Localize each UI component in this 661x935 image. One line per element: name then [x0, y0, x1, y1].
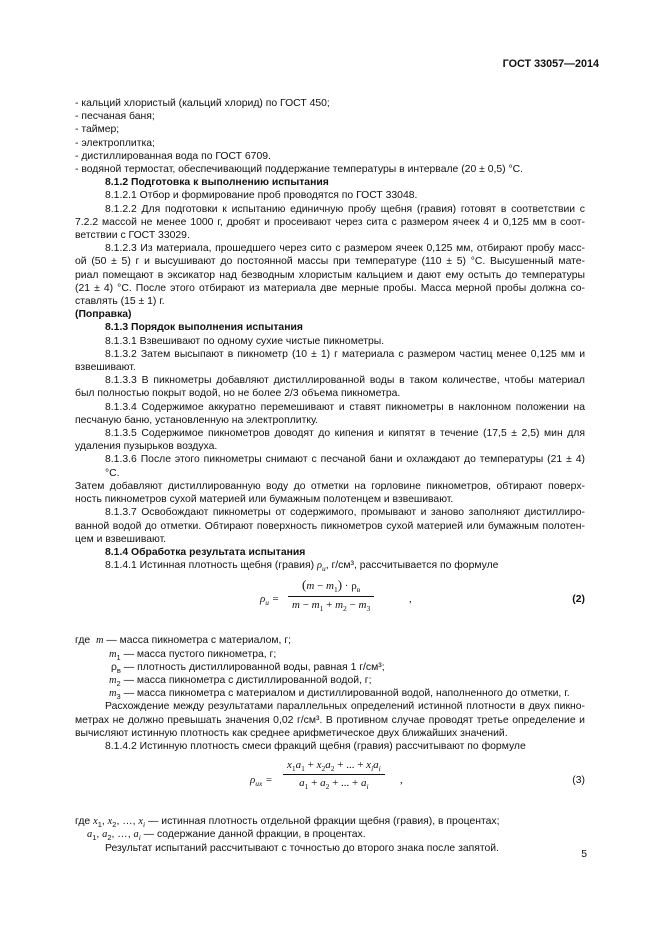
paragraph-line: 8.1.3.6 После этого пикнометры снимают с песчаной бани и охлаждают до температуры (21 ± 4) °С. [105, 454, 585, 479]
definition-line: $m_2$ — масса пикнометра с дистиллированной водой, г; [109, 674, 372, 688]
paragraph-line: метрах не должно превышать значения 0,02 г/см³. В противном случае проводят третье определение и [75, 714, 585, 726]
formula-number: (2) [572, 594, 585, 606]
definition-line: где m — масса пикнометра с материалом, г; [75, 635, 291, 647]
equipment-item: - кальций хлористый (кальций хлорид) по ГОСТ 450; [75, 98, 330, 109]
where-lead: где [75, 816, 94, 828]
definition-line: $\rho_в$ — плотность дистиллированной воды, равная 1 г/см³; [111, 661, 385, 675]
paragraph-line: 8.1.3.7 Освобождают пикнометры от содержимого, промывают и заново заполняют дистиллиро- [105, 507, 585, 519]
section-heading-8-1-2: 8.1.2 Подготовка к выполнению испытания [105, 177, 329, 189]
document-body [75, 97, 585, 855]
paragraph-line: взвешивают. [75, 362, 136, 374]
paragraph-line: 8.1.2.1 Отбор и формирование проб проводятся по ГОСТ 33048. [105, 190, 418, 202]
paragraph-line: 8.1.3.5 Содержимое пикнометров доводят до кипения и кипятят в течение (17,5 ± 2,5) мин для [105, 428, 585, 440]
definition-text: — масса пикнометра с материалом и дистиллированной водой, наполненного до отметки, г. [120, 688, 570, 700]
formula-2: $\rho_и$ = $(m - m_1) \cdot \rho_в$ $m - m_1 + m_2 - m_3$ , (2) [260, 577, 585, 613]
paragraph-line: песчаную баню, установленную на электроплитку. [75, 414, 319, 426]
paragraph-line: ветствии с ГОСТ 33029. [75, 230, 190, 242]
equipment-item: - дистиллированная вода по ГОСТ 6709. [75, 150, 271, 162]
paragraph-line: (21 ± 4) °С. После этого отбирают из материала две мерные пробы. Масса мерной пробы должна со- [75, 282, 585, 294]
equipment-item: - электроплитка; [75, 137, 155, 149]
definition-line: где $x_1$, $x_2$, …, $x_i$ — истинная плотность отдельной фракции щебня (гравия), в процентах; [75, 816, 500, 830]
equipment-item: - водяной термостат, обеспечивающий поддержание температуры в интервале (20 ± 0,5) °С. [75, 164, 524, 176]
paragraph-line: был полностью покрыт водой, но не более 2/3 объема пикнометра. [75, 388, 401, 400]
definition-text: — содержание данной фракции, в процентах. [140, 829, 366, 841]
definition-text: — истинная плотность отдельной фракции щебня (гравия), в процентах; [145, 816, 500, 828]
paragraph-line: 8.1.2.2 Для подготовки к испытанию единичную пробу щебня (гравия) готовят в соответствии с [105, 203, 585, 215]
paragraph-text: , г/см³, рассчитывается по формуле [325, 560, 499, 572]
section-heading-8-1-3: 8.1.3 Порядок выполнения испытания [105, 322, 303, 334]
definition-line: $m_1$ — масса пустого пикнометра, г; [109, 648, 277, 662]
page-number: 5 [581, 849, 587, 860]
paragraph-line: ность пикнометров сухой материей или бумажным полотенцем и взвешивают. [75, 494, 454, 506]
paragraph-line: Расхождение между результатами параллельных определений истинной плотности в двух пикно- [105, 701, 585, 713]
where-lead: где [75, 635, 94, 647]
amendment-note: (Поправка) [75, 309, 132, 321]
paragraph-line: цем и взвешивают. [75, 533, 167, 545]
paragraph-line: удаления пузырьков воздуха. [75, 441, 218, 453]
equipment-item: - песчаная баня; [75, 111, 155, 123]
paragraph-line: вычисляют истинную плотность как среднее арифметическое двух ближайших значений. [75, 727, 508, 739]
paragraph-line: ставлять (15 ± 1) г. [75, 296, 165, 308]
definition-text: — плотность дистиллированной воды, равная 1 г/см³; [120, 661, 385, 673]
paragraph-line: 7.2.2 массой не менее 1000 г, дробят и просеивают через сита с размером ячеек 4 и 0,125 мм в соот- [75, 216, 585, 228]
definition-text: — масса пикнометра с дистиллированной водой, г; [120, 674, 372, 686]
equipment-item: - таймер; [75, 124, 120, 136]
formula-number: (3) [572, 775, 585, 787]
formula-3: $\rho_{их}$ = $x_1a_1 + x_2a_2$ + ... + $x_ia_i$ $a_1 + a_2$ + ... + $a_i$ , (3) [250, 759, 585, 792]
section-heading-8-1-4: 8.1.4 Обработка результата испытания [105, 546, 306, 558]
paragraph-line: 8.1.3.1 Взвешивают по одному сухие чистые пикнометры. [105, 335, 385, 347]
paragraph-line: ванной водой до отметки. Обтирают поверхность пикнометров сухой материей или бумажным полотен- [75, 520, 585, 532]
paragraph-line: 8.1.4.2 Истинную плотность смеси фракций щебня (гравия) рассчитывают по формуле [105, 740, 526, 752]
definition-line: $a_1$, $a_2$, …, $a_i$ — содержание данной фракции, в процентах. [87, 829, 366, 843]
paragraph-line: 8.1.2.3 Из материала, прошедшего через сито с размером ячеек 0,125 мм, отбирают пробу масс- [105, 243, 585, 255]
paragraph-line: 8.1.4.1 Истинная плотность щебня (гравия) $\rho_и$, г/см³, рассчитывается по формуле [105, 560, 499, 574]
paragraph-line: Затем добавляют дистиллированную воду до отметки на горловине пикнометров, обтирают поверх- [75, 480, 585, 492]
standard-code-header: ГОСТ 33057—2014 [502, 58, 599, 70]
definition-line: $m_3$ — масса пикнометра с материалом и дистиллированной водой, наполненного до отметки, г. [109, 688, 570, 702]
paragraph-line: Результат испытаний рассчитывают с точностью до второго знака после запятой. [105, 842, 499, 854]
definition-text: — масса пикнометра с материалом, г; [103, 635, 291, 647]
paragraph-line: 8.1.3.3 В пикнометры добавляют дистиллированной воды в таком количестве, чтобы материал [105, 375, 585, 387]
definition-text: — масса пустого пикнометра, г; [120, 648, 277, 660]
paragraph-text: 8.1.4.1 Истинная плотность щебня (гравия) [105, 560, 317, 572]
paragraph-line: риал помещают в эксикатор над безводным хлористым кальцием и дают ему остыть до температуры [75, 269, 585, 281]
paragraph-line: ой (50 ± 5) г и высушивают до постоянной массы при температуре (110 ± 5) °С. Высушенный мате- [75, 256, 585, 268]
paragraph-line: 8.1.3.2 Затем высыпают в пикнометр (10 ± 1) г материала с размером частиц менее 0,125 мм и [105, 348, 585, 360]
paragraph-line: 8.1.3.4 Содержимое аккуратно перемешивают и ставят пикнометры в наклонном положении на [105, 401, 585, 413]
